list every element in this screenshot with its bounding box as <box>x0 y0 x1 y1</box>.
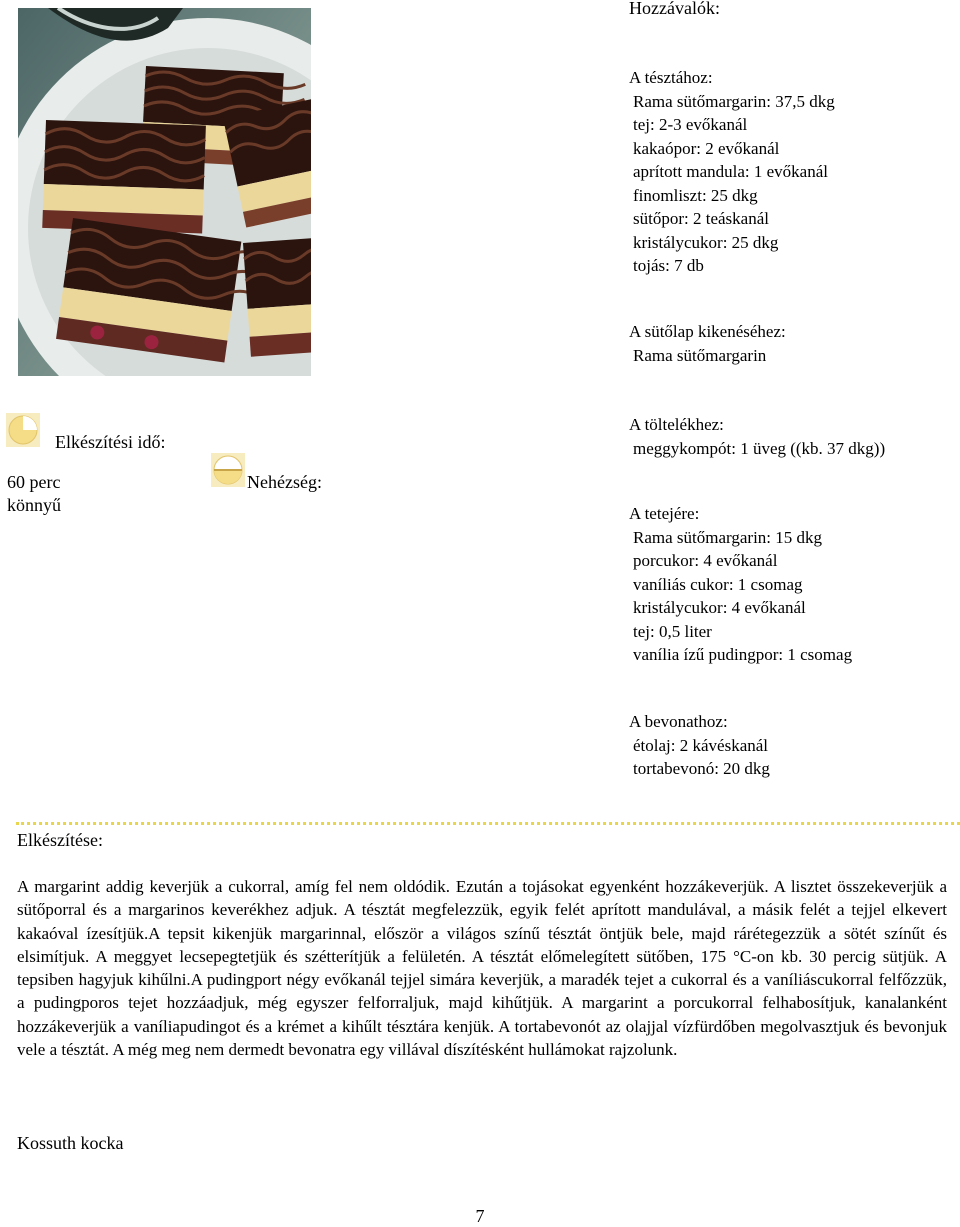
clock-icon <box>6 413 40 447</box>
ingredient-item: Rama sütőmargarin: 15 dkg <box>633 527 823 547</box>
difficulty-label: Nehézség: <box>247 472 322 492</box>
preparation-text: A margarint addig keverjük a cukorral, amíg fel nem oldódik. Ezután a tojásokat egyenként hozzákeverjük. A lisztet összekeverjük a sütőporral és a margarinos keverékhez adjuk. A tésztát megfelezzük, egyik felét aprított mandulával, a másik felét a tejjel elkevert kakaóval ízesítjük.A tepsit kikenjük margarinnal, először a világos színű tésztát öntjük bele, majd rárétegezzük a sötét színűt és elsimítjuk. A meggyet lecsepegtetjük és szétterítjük a felületén. A tésztát előmelegített sütőben, 175 °C-on kb. 30 percig sütjük. A tepsiben hagyjuk kihűlni.A pudingport négy evőkanál tejjel simára keverjük, a maradék tejet a cukorral és a vaníliáscukorral felfőzzük, a pudingporos tejet hozzáadjuk, még egyszer felforraljuk, majd kihűtjük. A margarint a porcukorral felhabosítjuk, kanalanként hozzákeverjük a vaníliapudingot és a krémet a kihűlt tésztára kenjük. A tortabevonót az olajjal vízfürdőben megolvasztjuk és bevonjuk vele a tésztát. A még meg nem dermedt bevonatra egy villával díszítésként hullámokat rajzolunk. <box>17 877 947 1060</box>
ingredient-group-heading: A tetejére: <box>629 504 700 523</box>
ingredient-group-coating <box>629 710 770 781</box>
ingredient-item: porcukor: 4 evőkanál <box>633 551 778 570</box>
difficulty-value: könnyű <box>7 495 61 515</box>
preparation-heading: Elkészítése: <box>17 830 103 850</box>
page-number: 7 <box>475 1206 485 1226</box>
prep-time-label: Elkészítési idő: <box>55 432 166 452</box>
ingredient-item: kristálycukor: 25 dkg <box>633 232 779 252</box>
ingredient-item: meggykompót: 1 üveg ((kb. 37 dkg)) <box>633 438 886 458</box>
ingredient-item: aprított mandula: 1 evőkanál <box>633 162 828 181</box>
ingredient-item: étolaj: 2 kávéskanál <box>633 735 769 755</box>
cake-slices-illustration <box>18 8 311 376</box>
ingredient-group-heading: A töltelékhez: <box>629 415 724 434</box>
ingredient-group-heading: A tésztához: <box>629 68 713 87</box>
ingredient-group-filling <box>629 413 885 460</box>
ingredient-group-heading: A bevonathoz: <box>629 712 728 731</box>
ingredient-item: vaníliás cukor: 1 csomag <box>633 574 803 594</box>
ingredient-item: vanília ízű pudingpor: 1 csomag <box>633 645 853 664</box>
ingredient-item: kristálycukor: 4 evőkanál <box>633 598 806 617</box>
recipe-photo <box>18 8 311 376</box>
ingredient-item: Rama sütőmargarin: 37,5 dkg <box>633 91 835 111</box>
ingredient-item: tej: 2-3 evőkanál <box>633 115 748 134</box>
recipe-name: Kossuth kocka <box>17 1133 124 1153</box>
prep-time-value: 60 perc <box>7 472 61 492</box>
ingredient-item: kakaópor: 2 evőkanál <box>633 138 780 158</box>
ingredient-item: tortabevonó: 20 dkg <box>633 759 770 778</box>
difficulty-meter-icon <box>211 453 245 487</box>
ingredient-group-dough <box>629 66 835 278</box>
ingredient-group-greasing <box>629 320 786 367</box>
ingredient-group-heading: A sütőlap kikenéséhez: <box>629 322 786 341</box>
ingredient-item: tojás: 7 db <box>633 256 704 275</box>
ingredient-item: sütőpor: 2 teáskanál <box>633 209 769 228</box>
ingredient-item: tej: 0,5 liter <box>633 621 712 641</box>
ingredient-item: finomliszt: 25 dkg <box>633 185 758 205</box>
section-divider <box>16 822 960 825</box>
ingredient-group-topping <box>629 502 852 667</box>
ingredients-title: Hozzávalók: <box>629 0 720 18</box>
ingredient-item: Rama sütőmargarin <box>633 345 767 365</box>
